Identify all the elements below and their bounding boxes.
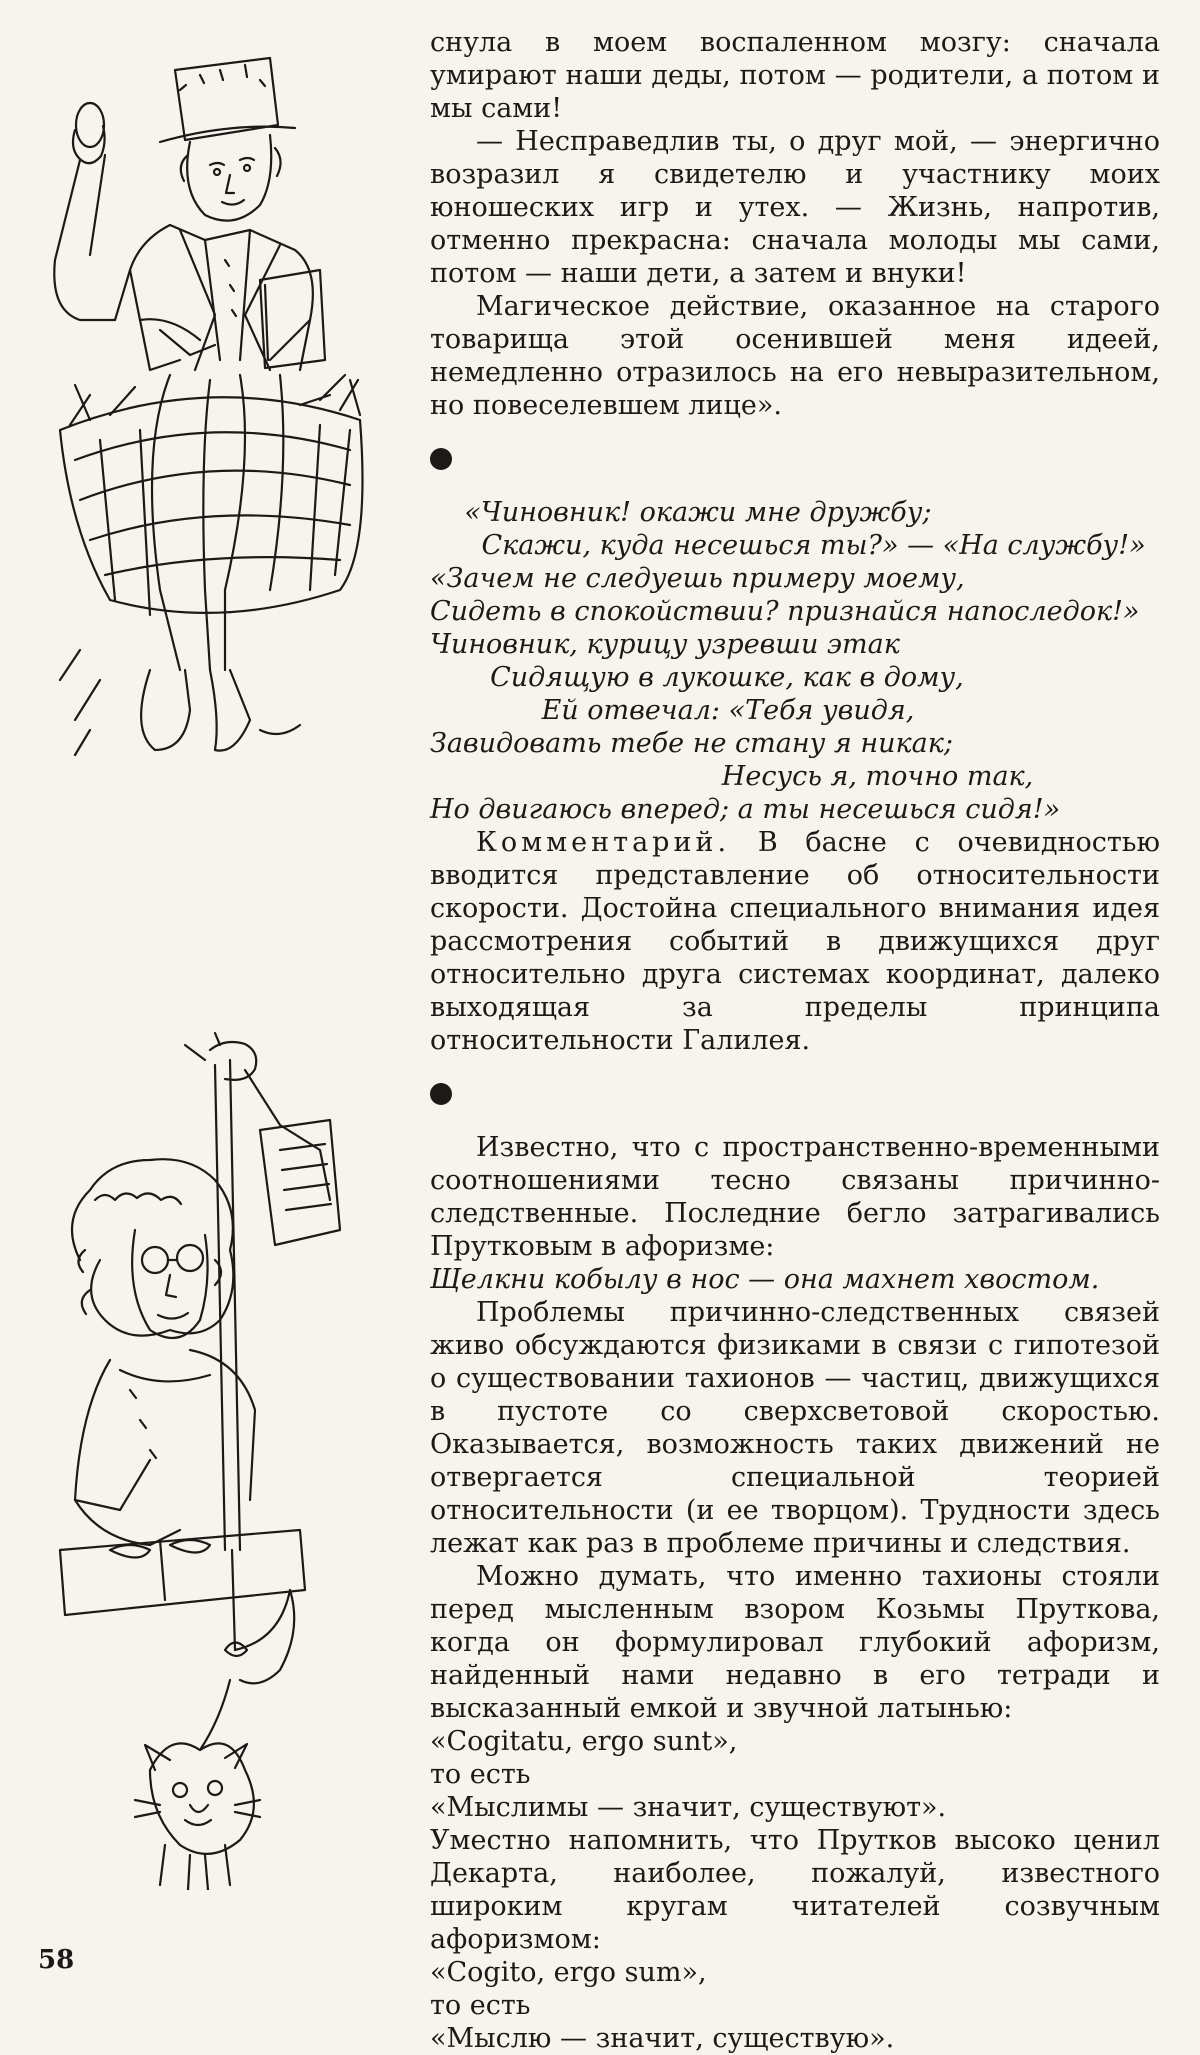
aphorism: Щелкни кобылу в нос — она махнет хвостом. xyxy=(430,1264,1100,1295)
poem-line: Сидеть в спокойствии? признайся напоследок!» xyxy=(430,596,1140,627)
article-text xyxy=(430,26,1160,2055)
paragraph-2: — Несправедлив ты, о друг мой, — энергично возразил я свидетелю и участнику моих юношеских игр и утех. — Жизнь, напротив, отменно прекрасна: сначала молоды мы сами, потом — наши дети, а затем и внуки! xyxy=(430,126,1160,289)
paragraph-6: Можно думать, что именно тахионы стояли перед мысленным взором Козьмы Пруткова, когда он формулировал глубокий афоризм, найденный нами недавно в его тетради и высказанный емкой и звучной латынью: xyxy=(430,1561,1160,1724)
section-bullet xyxy=(430,1083,452,1105)
poem-line: Несусь я, точно так, xyxy=(430,761,1034,792)
to-est-1: то есть xyxy=(430,1759,531,1790)
latin-aphorism-2: «Cogito, ergo sum», xyxy=(430,1957,707,1988)
fable-poem xyxy=(430,496,1160,826)
to-est-2: то есть xyxy=(430,1990,531,2021)
comment-label: Комментарий. xyxy=(476,827,731,858)
paragraph-3: Магическое действие, оказанное на старого товарища этой осенившей меня идеей, немедленно отразилось на его невыразительном, но повеселевшем лице». xyxy=(430,291,1160,421)
illustration-official-in-basket xyxy=(20,30,400,800)
poem-line: Ей отвечал: «Тебя увидя, xyxy=(430,695,915,726)
latin-aphorism-1: «Cogitatu, ergo sunt», xyxy=(430,1726,738,1757)
comment-text: В басне с очевидностью вводится представление об относительности скорости. Достойна специального внимания идея рассмотрения событий в движущихся друг относительно друга системах координат, далеко выходящая за пределы принципа относительности Галилея. xyxy=(430,827,1160,1056)
poem-line: Завидовать тебе не стану я никак; xyxy=(430,728,953,759)
paragraph-4: Известно, что с пространственно-временными соотношениями тесно связаны причинно-следственные. Последние бегло затрагивались Прутковым в афоризме: xyxy=(430,1132,1160,1262)
illustration-scholar-puppeteer-cat xyxy=(40,1030,400,1890)
poem-line: Чиновник, курицу узревши этак xyxy=(430,629,900,660)
paragraph-7: Уместно напомнить, что Прутков высоко ценил Декарта, наиболее, пожалуй, известного широким кругам читателей созвучным афоризмом: xyxy=(430,1825,1160,1955)
poem-line: «Зачем не следуешь примеру моему, xyxy=(430,563,965,594)
poem-line: Сидящую в лукошке, как в дому, xyxy=(430,662,964,693)
poem-line: Скажи, куда несешься ты?» — «На службу!» xyxy=(430,530,1146,561)
paragraph-5: Проблемы причинно-следственных связей живо обсуждаются физиками в связи с гипотезой о существовании тахионов — частиц, движущихся в пустоте со сверхсветовой скоростью. Оказывается, возможность таких движений не отвергается специальной теорией относительности (и ее творцом). Трудности здесь лежат как раз в проблеме причины и следствия. xyxy=(430,1297,1160,1559)
poem-line: Но двигаюсь вперед; а ты несешься сидя!» xyxy=(430,794,1061,825)
comment-paragraph xyxy=(430,826,1160,1057)
poem-line: «Чиновник! окажи мне дружбу; xyxy=(430,497,932,528)
section-bullet xyxy=(430,448,452,470)
page-number: 58 xyxy=(38,1945,75,1975)
translation-1: «Мыслимы — значит, существуют». xyxy=(430,1792,947,1823)
translation-2: «Мыслю — значит, существую». xyxy=(430,2023,895,2054)
paragraph-1: снула в моем воспаленном мозгу: сначала умирают наши деды, потом — родители, а потом и мы сами! xyxy=(430,27,1160,124)
